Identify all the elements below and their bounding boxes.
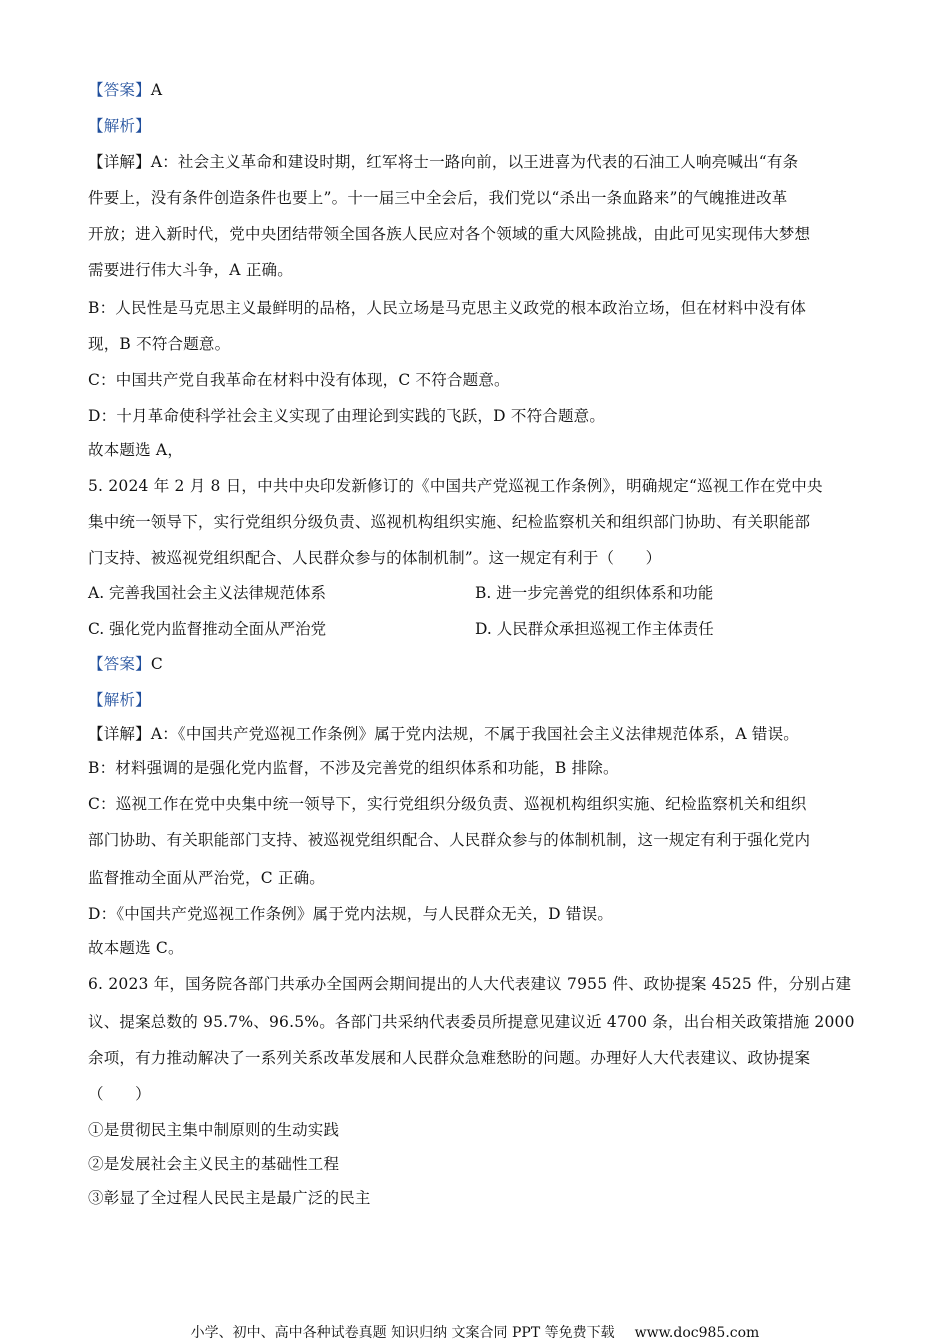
q5-detail-tag: 【详解】	[88, 725, 151, 743]
q5-detail-text-0: A：《中国共产党巡视工作条例》属于党内法规，不属于我国社会主义法律规范体系，A 错误。	[150, 725, 799, 743]
q4-detail-line-6: C：中国共产党自我革命在材料中没有体现，C 不符合题意。	[88, 371, 510, 389]
q6-stem-line-1: 议、提案总数的 95.7%、96.5%。各部门共采纳代表委员所提意见建议近 4700 条，出台相关政策措施 2000	[88, 1013, 855, 1031]
page-footer	[0, 1322, 950, 1342]
q6-stem-line-2: 余项，有力推动解决了一系列关系改革发展和人民群众急难愁盼的问题。办理好人大代表建议、政协提案	[88, 1049, 811, 1067]
q6-choice-3: ③彰显了全过程人民民主是最广泛的民主	[88, 1189, 371, 1207]
q6-choice-1: ①是贯彻民主集中制原则的生动实践	[88, 1121, 340, 1139]
q4-detail-line-3: 需要进行伟大斗争，A 正确。	[88, 261, 293, 279]
q5-option-d: D. 人民群众承担巡视工作主体责任	[475, 620, 714, 638]
q5-option-c: C. 强化党内监督推动全面从严治党	[88, 620, 327, 638]
footer-text: 小学、初中、高中各种试卷真题 知识归纳 文案合同 PPT 等免费下载	[190, 1325, 615, 1341]
q5-detail-line-3: 部门协助、有关职能部门支持、被巡视党组织配合、人民群众参与的体制机制，这一规定有利于强化党内	[88, 831, 811, 849]
q5-detail-line-5: D：《中国共产党巡视工作条例》属于党内法规，与人民群众无关，D 错误。	[88, 905, 614, 923]
q4-answer-line	[88, 78, 162, 102]
q6-stem-line-3: （ ）	[88, 1085, 151, 1103]
q4-detail-line-0	[88, 150, 798, 174]
q5-detail-line-1: B：材料强调的是强化党内监督，不涉及完善党的组织体系和功能，B 排除。	[88, 759, 619, 777]
footer-url[interactable]: www.doc985.com	[634, 1325, 760, 1341]
q5-analysis-tag: 【解析】	[88, 691, 151, 709]
q5-stem-line-1: 集中统一领导下，实行党组织分级负责、巡视机构组织实施、纪检监察机关和组织部门协助、有关职能部	[88, 513, 811, 531]
q5-option-a: A. 完善我国社会主义法律规范体系	[88, 584, 327, 602]
q5-answer-line	[88, 652, 163, 676]
q5-detail-line-4: 监督推动全面从严治党，C 正确。	[88, 869, 325, 887]
q4-answer-value: A	[150, 81, 163, 99]
q4-detail-line-1: 件要上，没有条件创造条件也要上”。十一届三中全会后，我们党以“杀出一条血路来”的气魄推进改革	[88, 189, 788, 207]
q5-analysis-line	[88, 688, 151, 712]
q5-stem-line-0: 5. 2024 年 2 月 8 日，中共中央印发新修订的《中国共产党巡视工作条例》，明确规定“巡视工作在党中央	[88, 477, 823, 495]
q5-detail-line-2: C：巡视工作在党中央集中统一领导下，实行党组织分级负责、巡视机构组织实施、纪检监察机关和组织	[88, 795, 807, 813]
q4-detail-line-7: D：十月革命使科学社会主义实现了由理论到实践的飞跃，D 不符合题意。	[88, 407, 606, 425]
q4-detail-line-2: 开放；进入新时代，党中央团结带领全国各族人民应对各个领域的重大风险挑战，由此可见实现伟大梦想	[88, 225, 811, 243]
q5-conclusion: 故本题选 C。	[88, 939, 184, 957]
q5-option-b: B. 进一步完善党的组织体系和功能	[475, 584, 714, 602]
q6-choice-2: ②是发展社会主义民主的基础性工程	[88, 1155, 340, 1173]
q4-detail-text-0: A：社会主义革命和建设时期，红军将士一路向前，以王进喜为代表的石油工人响亮喊出“有条	[150, 153, 799, 171]
q4-detail-line-4: B：人民性是马克思主义最鲜明的品格，人民立场是马克思主义政党的根本政治立场，但在材料中没有体	[88, 299, 807, 317]
q5-answer-tag: 【答案】	[88, 655, 151, 673]
q5-answer-value: C	[150, 655, 163, 673]
q4-analysis-tag: 【解析】	[88, 117, 151, 135]
q4-answer-tag: 【答案】	[88, 81, 151, 99]
q4-detail-line-5: 现，B 不符合题意。	[88, 335, 231, 353]
q5-detail-line-0	[88, 722, 799, 746]
q4-conclusion: 故本题选 A，	[88, 441, 184, 459]
q4-detail-tag: 【详解】	[88, 153, 151, 171]
q6-stem-line-0: 6. 2023 年，国务院各部门共承办全国两会期间提出的人大代表建议 7955 件、政协提案 4525 件，分别占建	[88, 975, 852, 993]
q4-analysis-line	[88, 114, 151, 138]
q5-stem-line-2: 门支持、被巡视党组织配合、人民群众参与的体制机制”。这一规定有利于（ ）	[88, 549, 662, 567]
